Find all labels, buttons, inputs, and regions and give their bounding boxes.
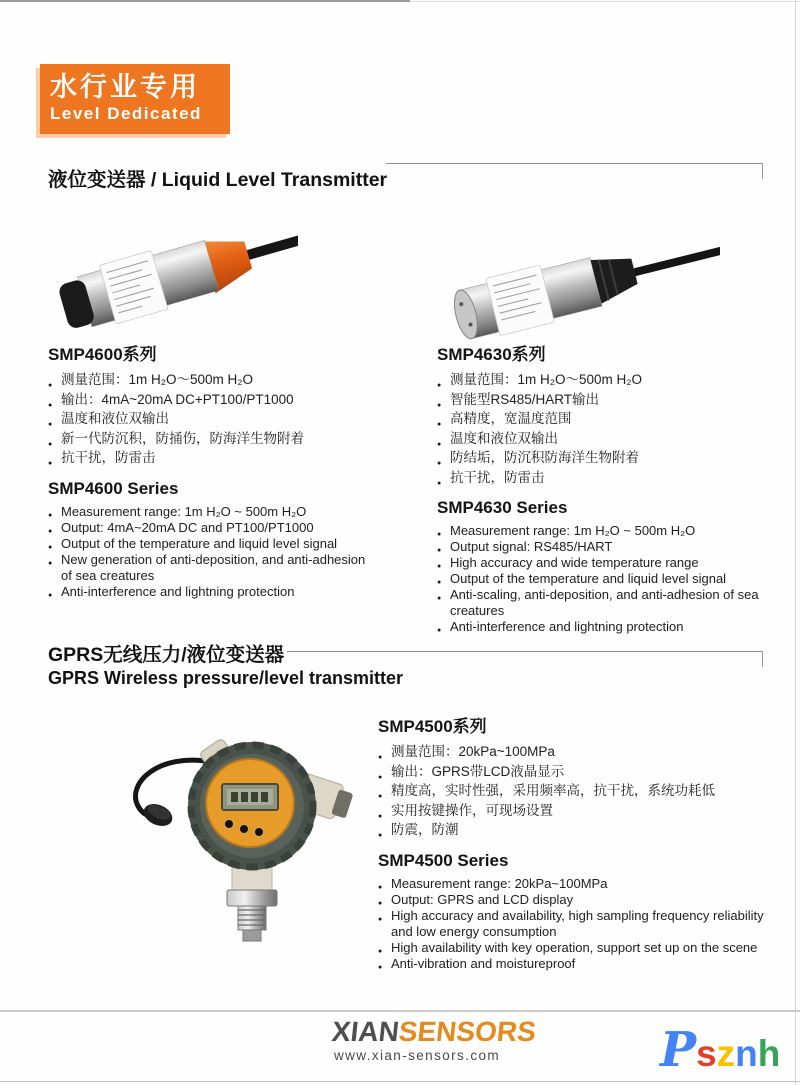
logo-xian: XIAN xyxy=(330,1016,401,1047)
bullet-list-en xyxy=(437,523,759,635)
watermark-letter: P xyxy=(660,1022,697,1078)
bullet-item: ● 高精度，宽温度范围 xyxy=(437,409,759,429)
bullet-item: ● 防结垢，防沉积防海洋生物附着 xyxy=(437,448,759,468)
bullet-list-zh xyxy=(48,370,378,468)
smp4630-specs xyxy=(437,340,759,635)
smp4600-product-photo xyxy=(48,200,298,350)
watermark xyxy=(660,1022,780,1078)
series-title-en: SMP4500 Series xyxy=(378,850,509,870)
bullet-list-en xyxy=(378,876,766,972)
bullet-list-zh xyxy=(378,742,766,840)
smp4500-specs xyxy=(378,712,766,972)
gprs-heading-zh: GPRS无线压力/液位变送器 xyxy=(48,644,285,666)
bullet-item: ● 抗干扰，防雷击 xyxy=(48,448,378,468)
smp4630-product-photo xyxy=(420,210,720,350)
bullet-item: ● 输出：4mA~20mA DC+PT100/PT1000 xyxy=(48,390,378,410)
bullet-item: ● Measurement range: 1m H₂O ~ 500m H₂O xyxy=(48,504,378,520)
gprs-heading-en: GPRS Wireless pressure/level transmitter xyxy=(48,668,403,688)
bullet-item: ● Output of the temperature and liquid level signal xyxy=(48,536,378,552)
section-liquid-heading: 液位变送器 / Liquid Level Transmitter xyxy=(48,169,388,191)
heading-rule xyxy=(386,163,763,164)
website-url: www.xian-sensors.com xyxy=(334,1048,501,1063)
series-title-en: SMP4600 Series xyxy=(48,478,179,498)
bullet-item: ● Anti-vibration and moistureproof xyxy=(378,956,766,972)
brand-logo xyxy=(330,1017,537,1047)
heading-rule-tick xyxy=(762,163,763,179)
top-rule xyxy=(0,0,410,2)
bullet-item: ● 温度和液位双输出 xyxy=(437,429,759,449)
bullet-item: ● Anti-scaling, anti-deposition, and anti-adhesion of sea creatures xyxy=(437,587,759,619)
bullet-item: ● 智能型RS485/HART输出 xyxy=(437,390,759,410)
smp4600-specs xyxy=(48,340,378,600)
bullet-item: ● 实用按键操作，可现场设置 xyxy=(378,801,766,821)
page-right-border xyxy=(795,0,796,1085)
bullet-item: ● High accuracy and wide temperature range xyxy=(437,555,759,571)
bullet-item: ● 测量范围：20kPa~100MPa xyxy=(378,742,766,762)
bullet-item: ● High accuracy and availability, high sampling frequency reliability and low energy consumption xyxy=(378,908,766,940)
bullet-item: ● 新一代防沉积，防捅伤，防海洋生物附着 xyxy=(48,429,378,449)
bullet-item: ● 精度高，实时性强，采用频率高，抗干扰，系统功耗低 xyxy=(378,781,766,801)
bullet-list-zh xyxy=(437,370,759,487)
logo-sensors: SENSORS xyxy=(397,1016,538,1047)
bullet-item: ● Anti-interference and lightning protection xyxy=(437,619,759,635)
bullet-list-en xyxy=(48,504,378,600)
watermark-letter: n xyxy=(735,1033,758,1074)
top-rule-light xyxy=(410,1,800,2)
watermark-letter: h xyxy=(757,1033,781,1074)
bullet-item: ● Anti-interference and lightning protection xyxy=(48,584,378,600)
series-title-zh: SMP4500系列 xyxy=(378,717,487,736)
series-title-zh: SMP4600系列 xyxy=(48,345,157,364)
banner-title-en: Level Dedicated xyxy=(50,104,202,123)
bullet-item: ● High availability with key operation, support set up on the scene xyxy=(378,940,766,956)
bullet-item: ● 测量范围：1m H₂O～500m H₂O xyxy=(437,370,759,390)
banner xyxy=(40,64,230,134)
bullet-item: ● Measurement range: 20kPa~100MPa xyxy=(378,876,766,892)
bullet-item: ● Output: 4mA~20mA DC and PT100/PT1000 xyxy=(48,520,378,536)
bullet-item: ● Output signal: RS485/HART xyxy=(437,539,759,555)
watermark-letter: s xyxy=(696,1033,717,1074)
heading-rule xyxy=(287,651,763,652)
heading-rule-tick xyxy=(762,651,763,667)
bullet-item: ● 抗干扰，防雷击 xyxy=(437,468,759,488)
series-title-en: SMP4630 Series xyxy=(437,498,568,517)
bullet-item: ● New generation of anti-deposition, and anti-adhesion of sea creatures xyxy=(48,552,378,584)
banner-title-zh: 水行业专用 xyxy=(50,72,200,102)
bullet-item: ● 防震，防潮 xyxy=(378,820,766,840)
bullet-item: ● Output: GPRS and LCD display xyxy=(378,892,766,908)
footer-divider xyxy=(0,1010,800,1012)
series-title-zh: SMP4630系列 xyxy=(437,345,546,364)
watermark-letter: z xyxy=(716,1033,736,1074)
bullet-item: ● 测量范围：1m H₂O～500m H₂O xyxy=(48,370,378,390)
bullet-item: ● Measurement range: 1m H₂O ~ 500m H₂O xyxy=(437,523,759,539)
smp4500-product-photo xyxy=(100,700,360,945)
bullet-item: ● Output of the temperature and liquid level signal xyxy=(437,571,759,587)
bullet-item: ● 输出：GPRS带LCD液晶显示 xyxy=(378,762,766,782)
bullet-item: ● 温度和液位双输出 xyxy=(48,409,378,429)
page-bottom-border xyxy=(0,1081,800,1082)
